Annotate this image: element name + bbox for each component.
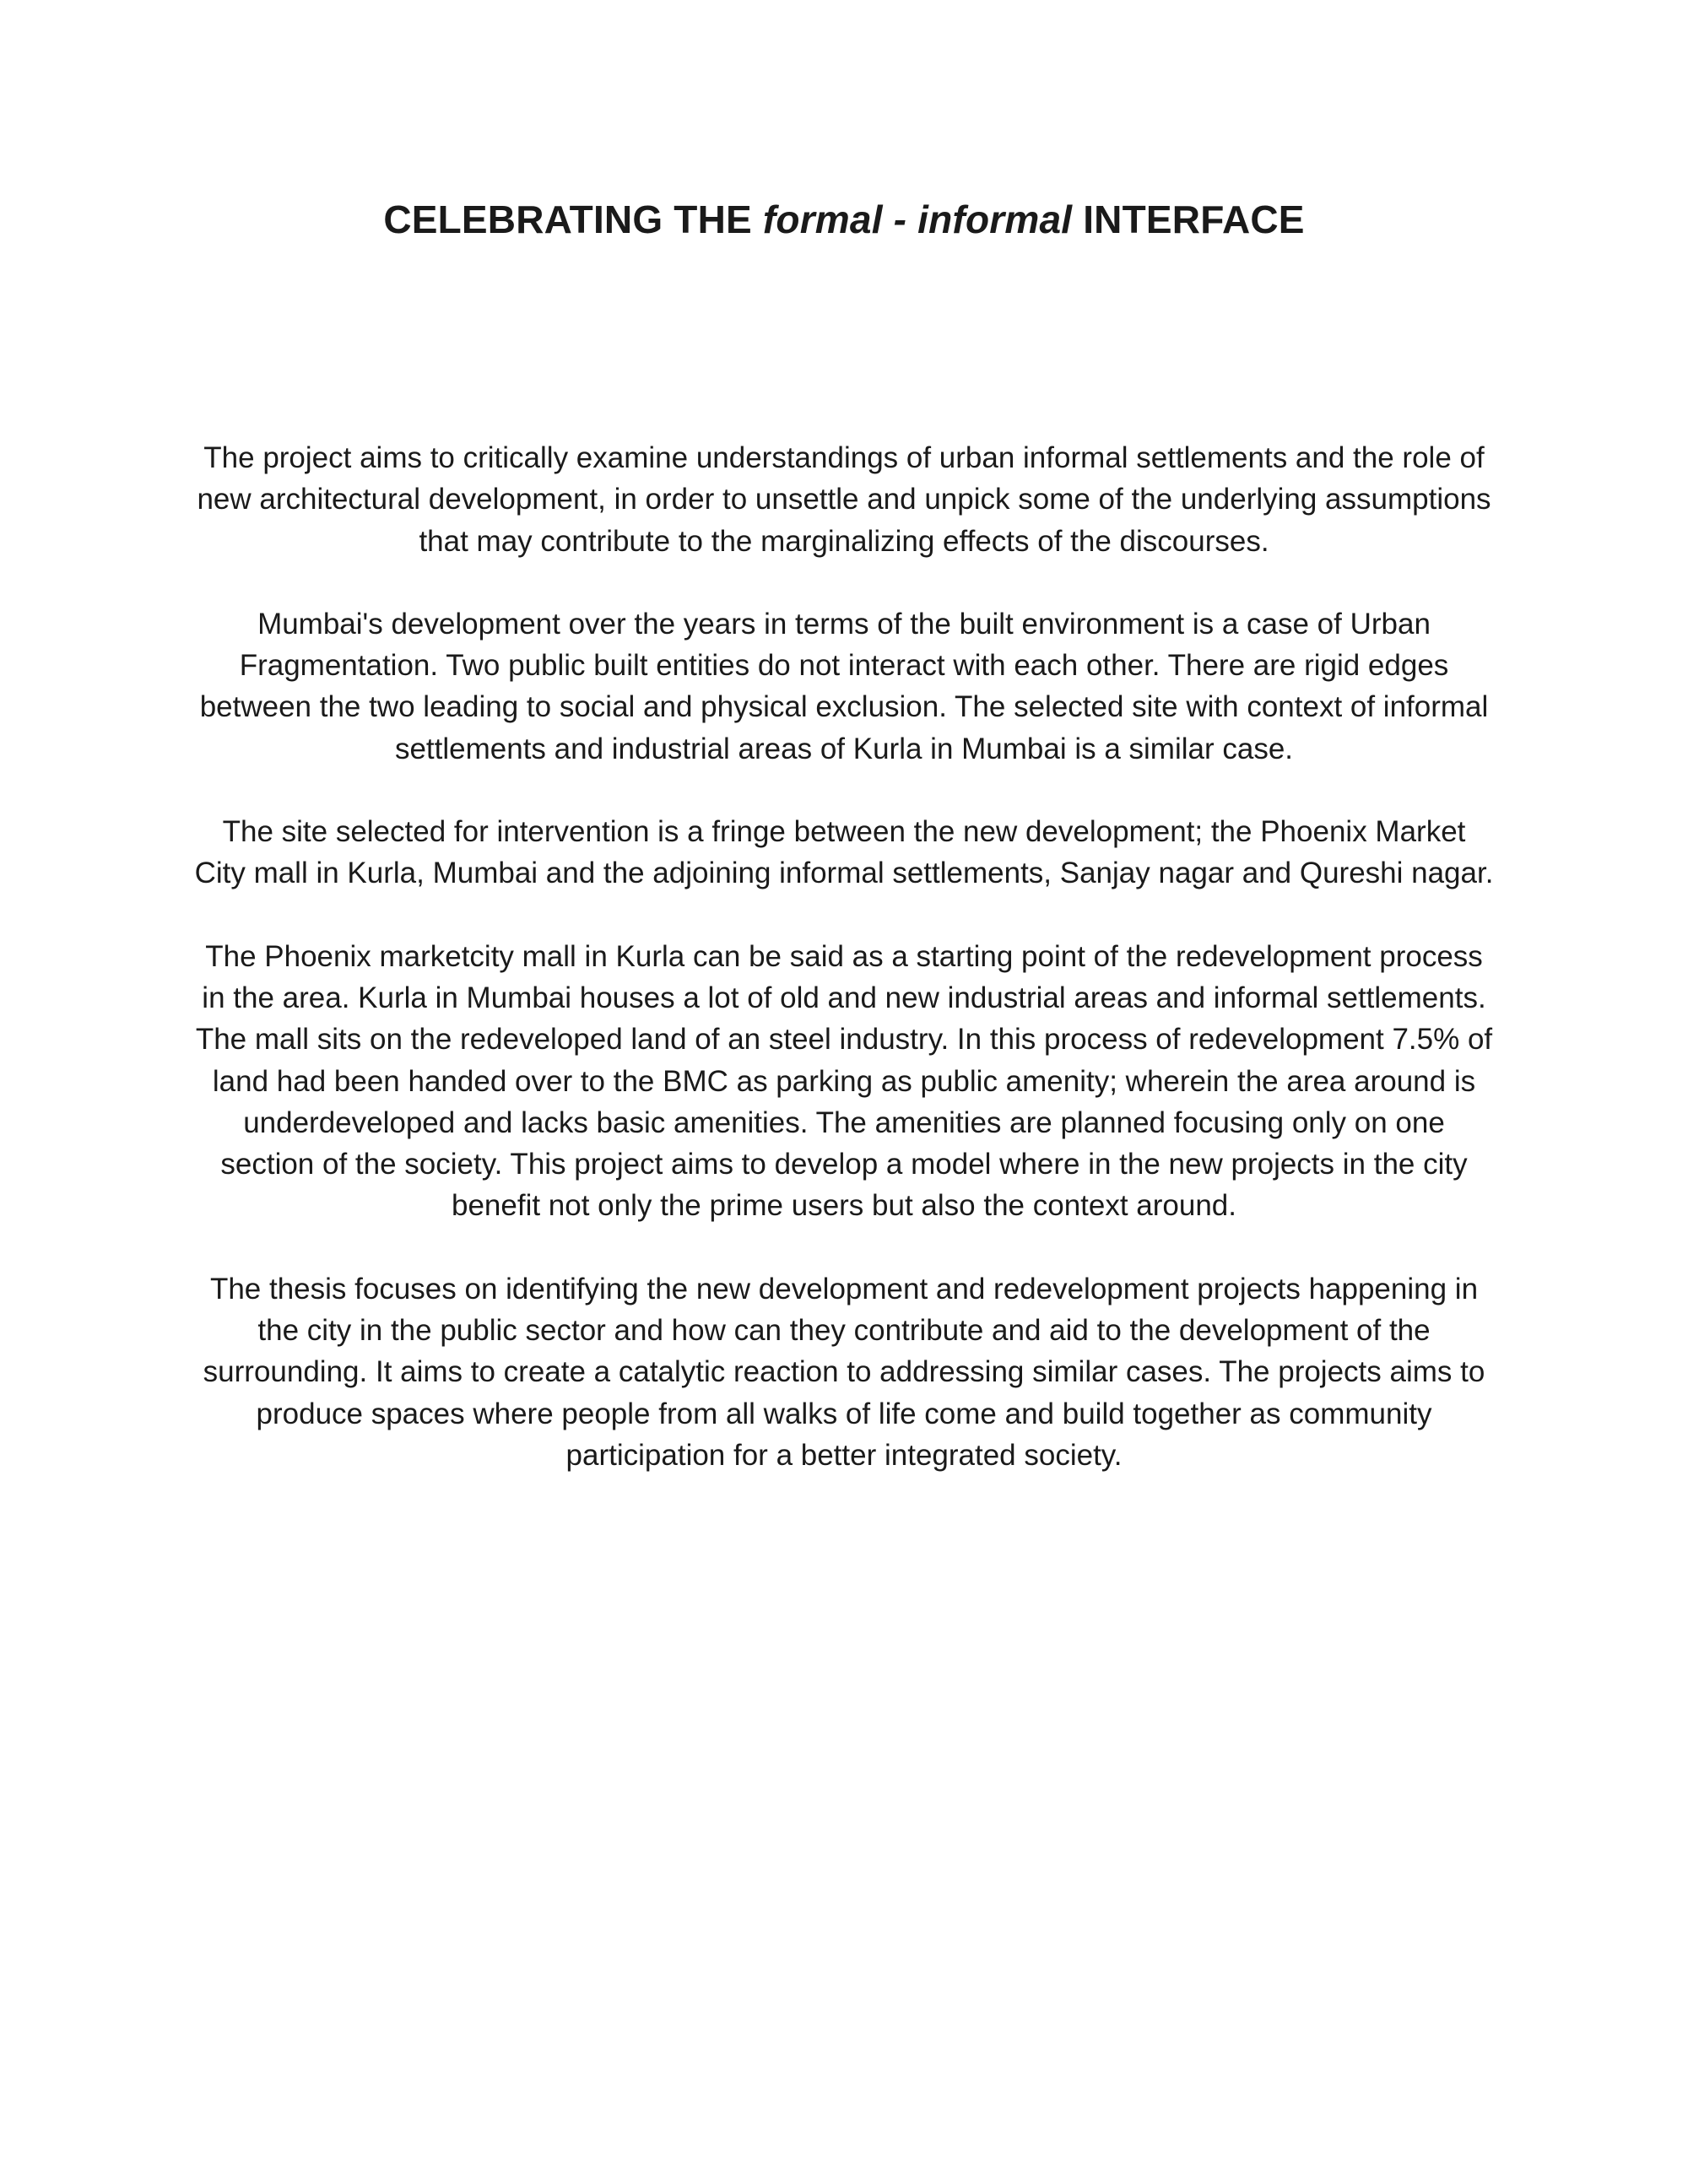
title-part-1: CELEBRATING THE [383,197,763,241]
paragraph-thesis-focus: The thesis focuses on identifying the new development and redevelopment projects happening in the city in the public sector and how can they contribute and aid to the development of the surrounding. It aims to create a catalytic reaction to addressing similar cases. The projects aims to produce spaces where people from all walks of life come and build together as community participation for a better integrated society. [203,1272,1485,1472]
page-title [0,194,1688,245]
paragraph-project-aims: The project aims to critically examine understandings of urban informal settlements and the role of new architectural development, in order to unsettle and unpick some of the underlying assumptions that may contribute to the marginalizing effects of the discourses. [197,441,1491,558]
paragraph-phoenix-mall: The Phoenix marketcity mall in Kurla can be said as a starting point of the redevelopment process in the area. Kurla in Mumbai houses a lot of old and new industrial areas and informal settlements. The mall sits on the redeveloped land of an steel industry. In this process of redevelopment 7.5% of land had been handed over to the BMC as parking as public amenity; wherein the area around is underdeveloped and lacks basic amenities. The amenities are planned focusing only on one section of the society. This project aims to develop a model where in the new projects in the city benefit not only the prime users but also the context around. [195,939,1493,1223]
title-italic-part: formal - informal [762,197,1073,241]
body-text [194,437,1494,1517]
paragraph-site-selection: The site selected for intervention is a fringe between the new development; the Phoenix Market City mall in Kurla, Mumbai and the adjoining informal settlements, Sanjay nagar and Qureshi nagar. [194,815,1494,890]
title-part-2: INTERFACE [1072,197,1305,241]
paragraph-urban-fragmentation: Mumbai's development over the years in terms of the built environment is a case of Urban Fragmentation. Two public built entities do not interact with each other. There are rigid edges between the two leading to social and physical exclusion. The selected site with context of informal settlements and industrial areas of Kurla in Mumbai is a similar case. [199,607,1489,765]
